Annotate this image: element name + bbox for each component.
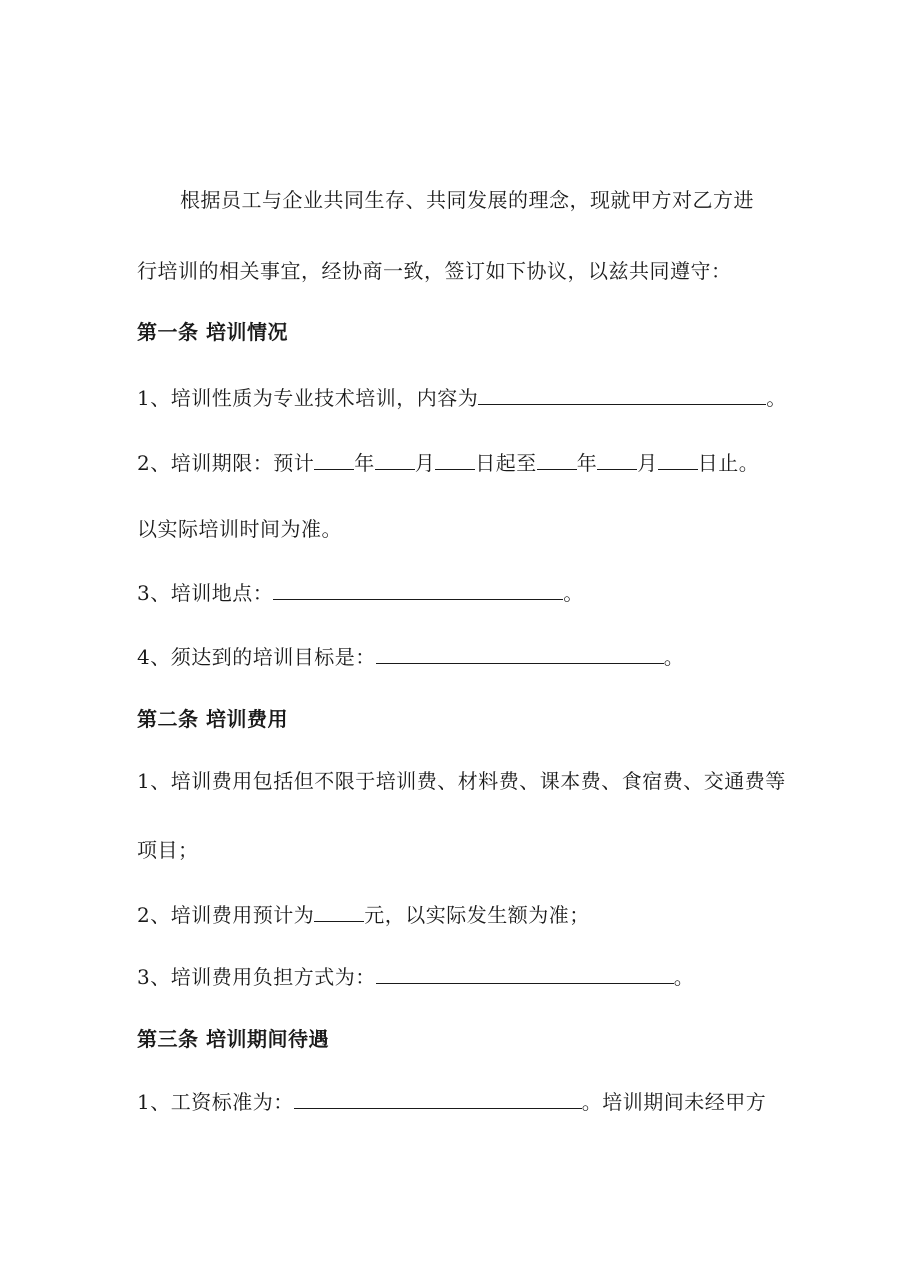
article-2-item-1: 1、培训费用包括但不限于培训费、材料费、课本费、食宿费、交通费等 — [137, 769, 786, 793]
wage-standard-blank[interactable] — [294, 1088, 582, 1109]
unit-text: 年 — [576, 451, 598, 475]
article-1-item-4 — [137, 642, 684, 672]
unit-text: 月 — [637, 451, 658, 475]
article-2-heading: 第二条 培训费用 — [137, 707, 288, 731]
training-content-blank[interactable] — [478, 384, 766, 405]
fee-bearing-method-blank[interactable] — [376, 963, 674, 984]
item-text: 4、须达到的培训目标是： — [137, 645, 376, 669]
training-fee-blank[interactable] — [314, 901, 364, 922]
unit-text: 日止。 — [697, 451, 760, 475]
item-text: 元，以实际发生额为准； — [364, 903, 590, 927]
item-text: 。培训期间未经甲方 — [581, 1090, 767, 1114]
article-1-item-1 — [137, 383, 787, 413]
article-1-item-2 — [137, 448, 759, 478]
start-year-blank[interactable] — [314, 449, 354, 470]
article-1-item-3 — [137, 578, 584, 608]
unit-text: 年 — [354, 451, 375, 475]
item-text: 。 — [766, 386, 787, 410]
end-day-blank[interactable] — [658, 449, 698, 470]
unit-text: 日起至 — [475, 451, 537, 475]
article-1-item-2-continued: 以实际培训时间为准。 — [137, 517, 342, 541]
item-text: 。 — [663, 645, 685, 669]
article-2-item-1-continued: 项目； — [137, 838, 199, 862]
end-month-blank[interactable] — [597, 449, 637, 470]
item-text: 3、培训地点： — [137, 581, 274, 605]
start-day-blank[interactable] — [435, 449, 475, 470]
article-3-item-1 — [137, 1087, 766, 1117]
item-text: 3、培训费用负担方式为： — [137, 965, 376, 989]
item-text: 。 — [563, 581, 584, 605]
article-3-heading: 第三条 培训期间待遇 — [137, 1027, 329, 1051]
training-location-blank[interactable] — [273, 579, 563, 600]
item-text: 2、培训费用预计为 — [137, 903, 315, 927]
start-month-blank[interactable] — [375, 449, 415, 470]
article-1-heading: 第一条 培训情况 — [137, 320, 288, 344]
intro-paragraph-line-1: 根据员工与企业共同生存、共同发展的理念，现就甲方对乙方进 — [180, 188, 754, 212]
intro-paragraph-line-2: 行培训的相关事宜，经协商一致，签订如下协议，以兹共同遵守： — [137, 259, 732, 283]
item-text: 1、培训性质为专业技术培训，内容为 — [137, 386, 479, 410]
item-text: 1、工资标准为： — [137, 1090, 294, 1114]
training-goal-blank[interactable] — [376, 643, 664, 664]
unit-text: 月 — [414, 451, 436, 475]
item-text: 。 — [673, 965, 695, 989]
item-text: 2、培训期限：预计 — [137, 451, 315, 475]
article-2-item-2 — [137, 900, 590, 930]
end-year-blank[interactable] — [537, 449, 577, 470]
article-2-item-3 — [137, 962, 694, 992]
